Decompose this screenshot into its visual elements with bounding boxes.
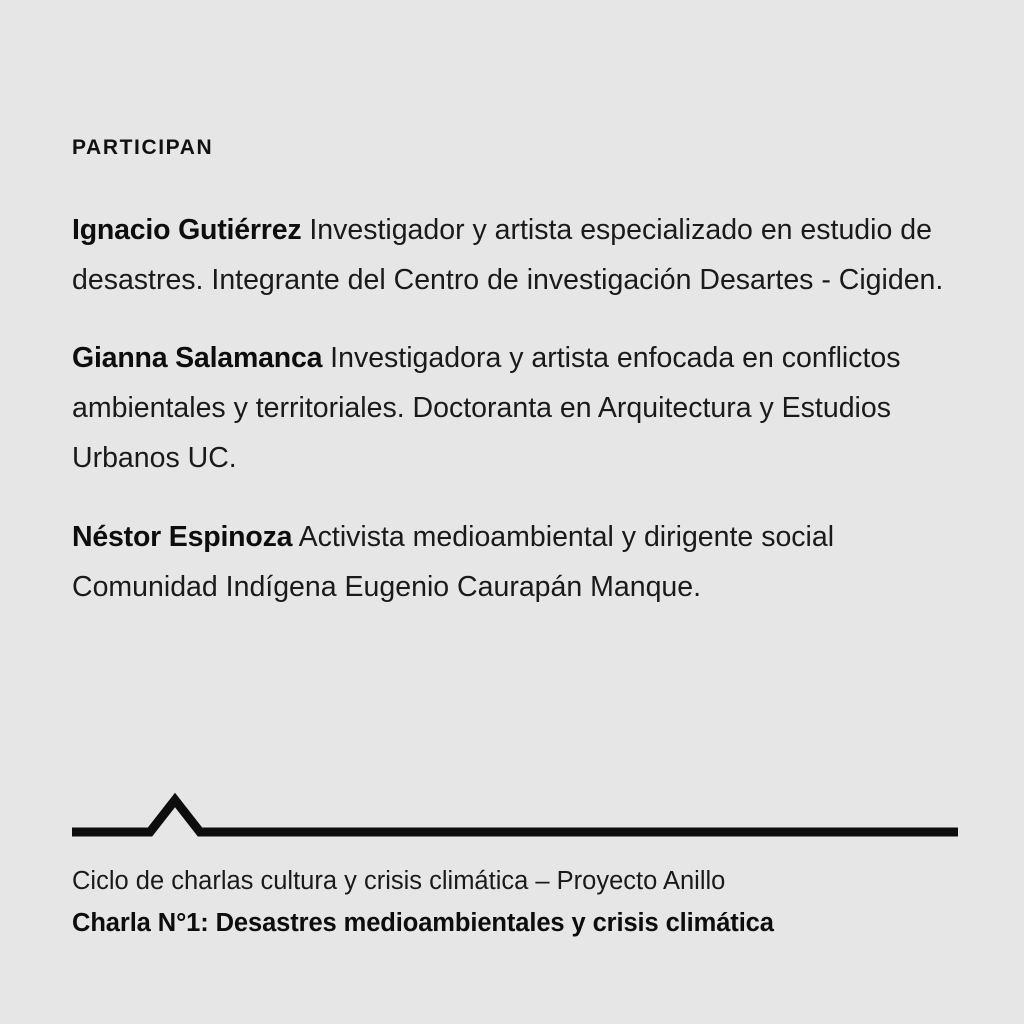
participant-description: Investigador y artista especializado en estudio de desastres. Integrante del Centro de investigación Desartes - Cigiden. <box>72 213 944 296</box>
footer-series-title: Ciclo de charlas cultura y crisis climática – Proyecto Anillo <box>72 867 726 895</box>
divider <box>72 780 958 840</box>
mountain-peak-line-icon <box>72 780 958 840</box>
participant-description: Investigadora y artista enfocada en conflictos ambientales y territoriales. Doctoranta en Arquitectura y Estudios Urbanos UC. <box>72 342 901 474</box>
participant-name: Ignacio Gutiérrez <box>72 213 302 246</box>
participant-name: Gianna Salamanca <box>72 342 323 374</box>
participants-list <box>72 176 958 640</box>
participants-section-label: PARTICIPAN <box>72 136 214 159</box>
participant-name: Néstor Espinoza <box>72 520 293 553</box>
footer <box>72 860 958 944</box>
list-item <box>72 512 958 612</box>
footer-talk-title: Charla N°1: Desastres medioambientales y crisis climática <box>72 909 774 937</box>
participant-description: Activista medioambiental y dirigente social Comunidad Indígena Eugenio Caurapán Manque. <box>72 520 835 603</box>
list-item <box>72 205 958 305</box>
list-item <box>72 333 958 483</box>
